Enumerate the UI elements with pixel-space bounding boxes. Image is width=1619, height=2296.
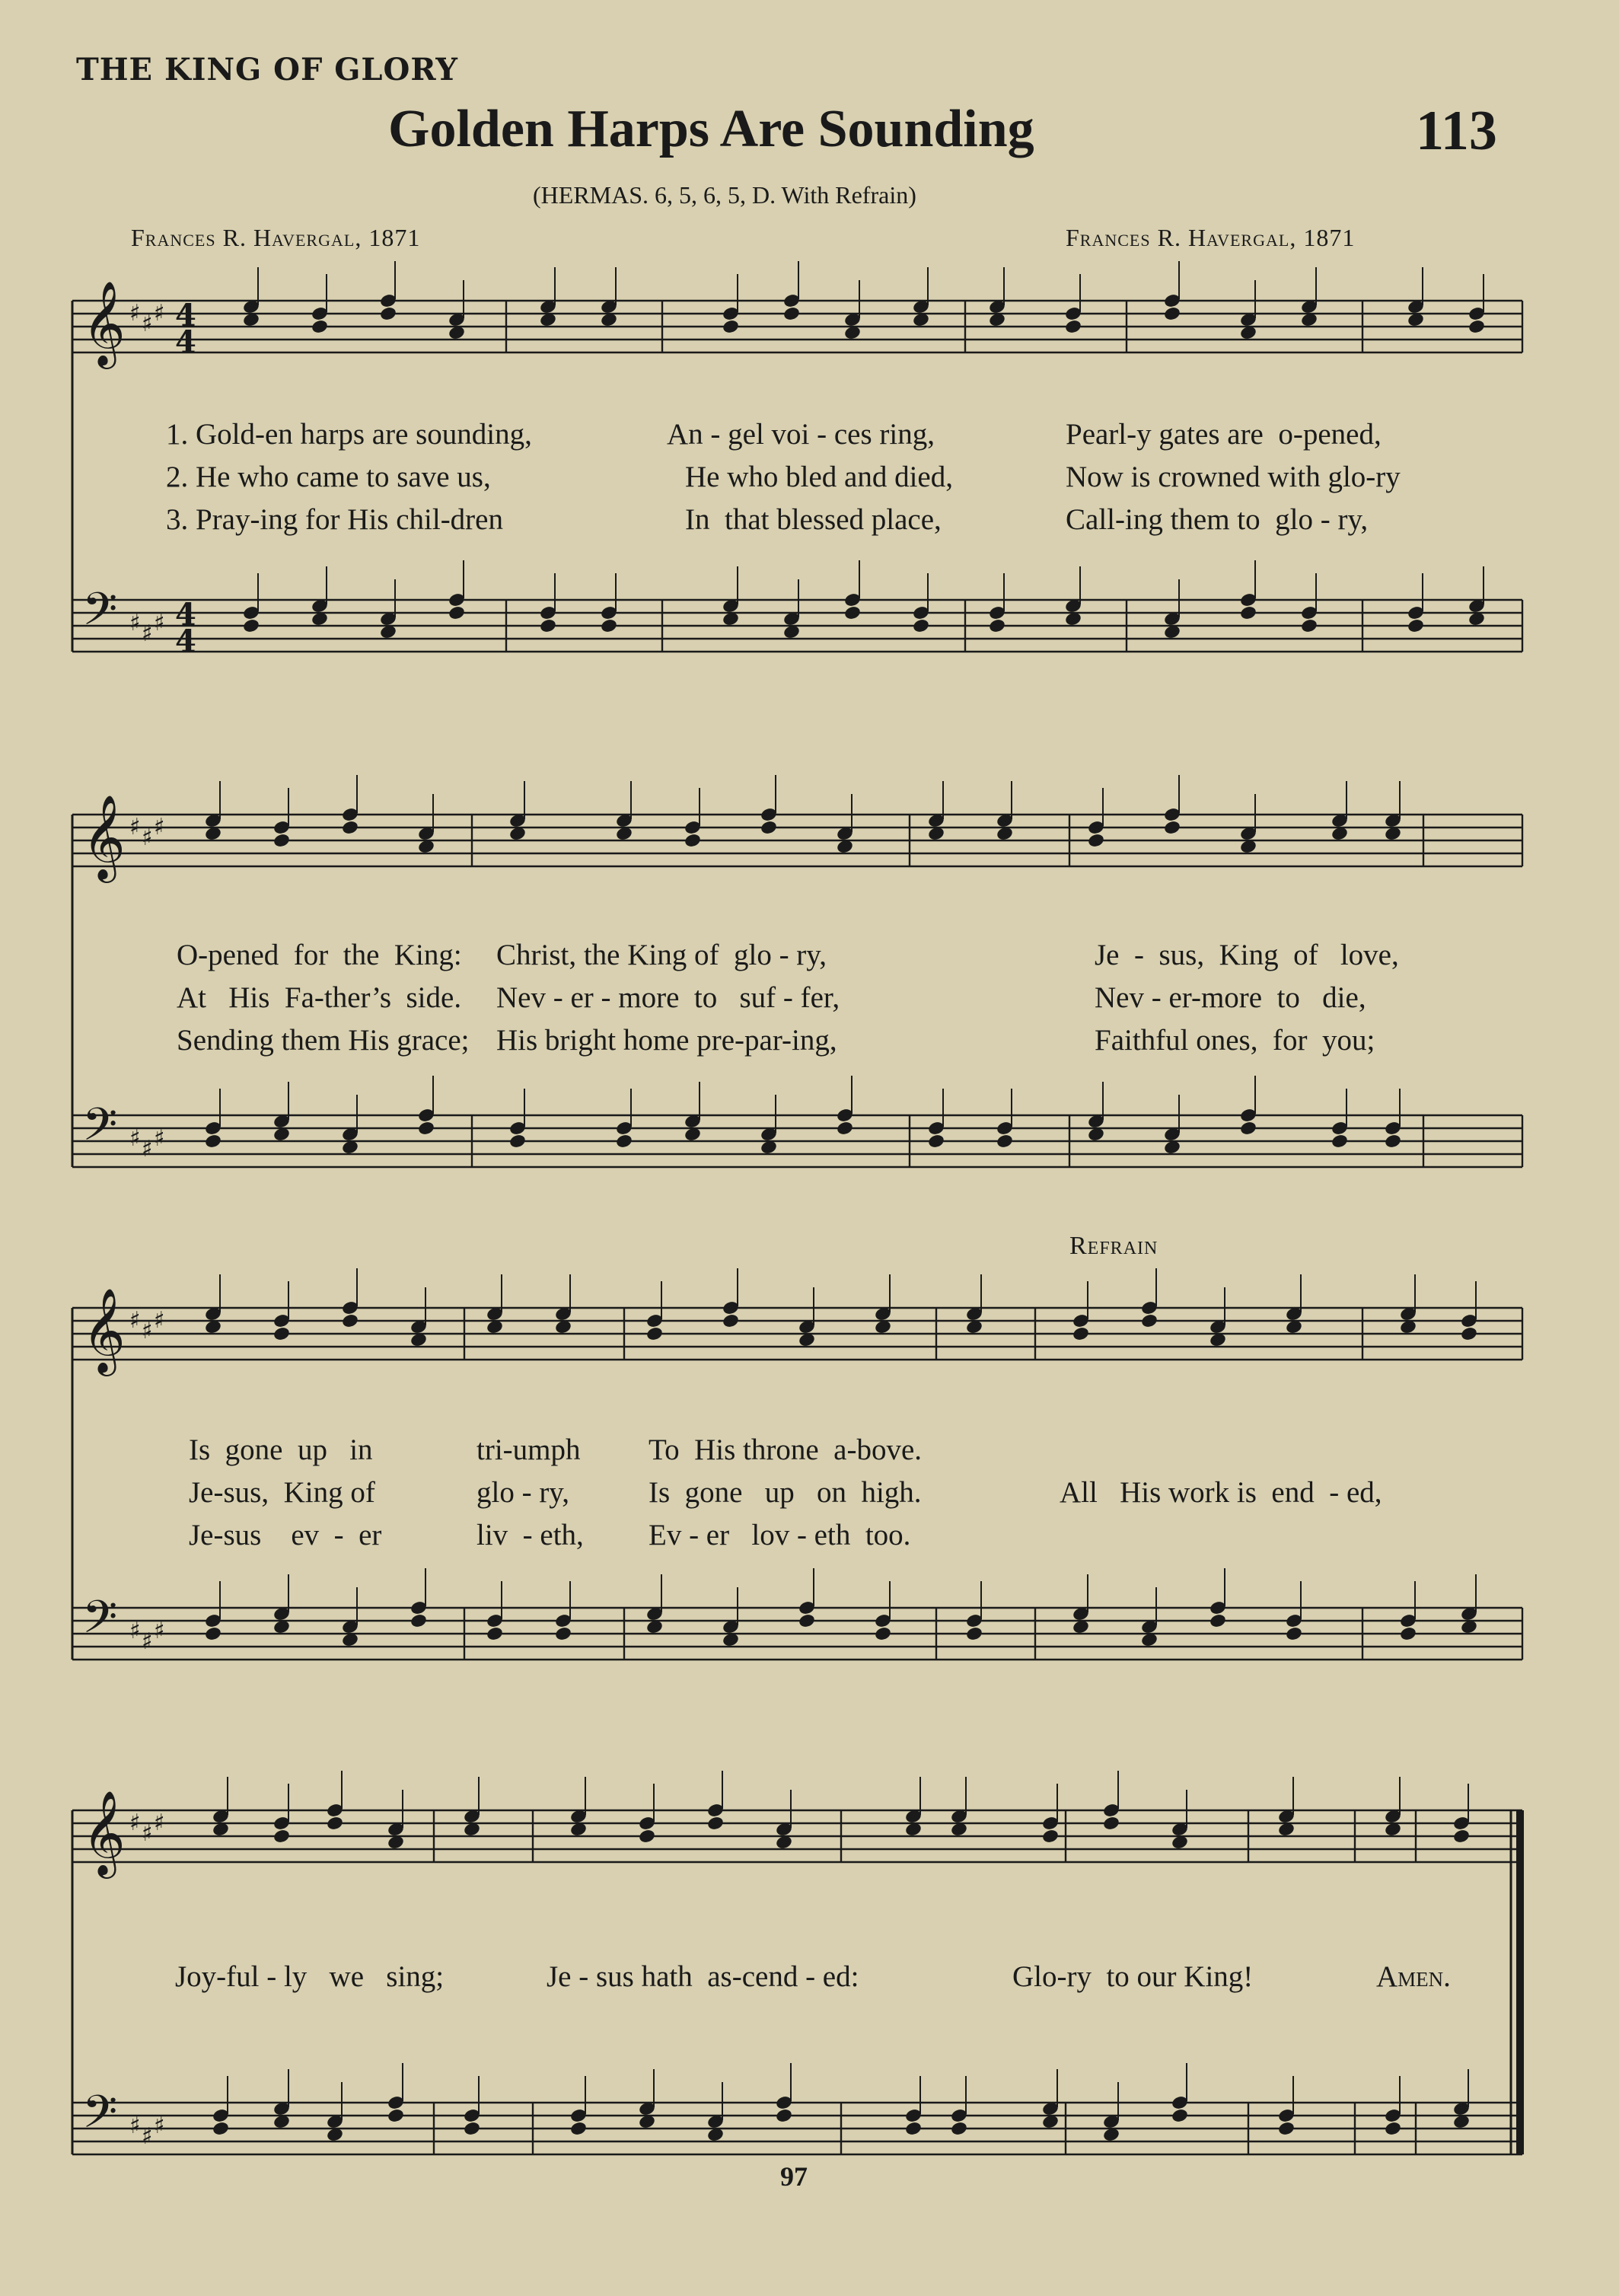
lyric-s4-c: Glo-ry to our King! [1012, 1960, 1254, 1993]
system1-treble-sharp: ♯ [154, 300, 165, 327]
system2-bass-sharp: ♯ [154, 1125, 165, 1152]
system4-treble-sharp: ♯ [154, 1810, 165, 1836]
system3-treble-sharp: ♯ [142, 1318, 153, 1344]
system4-bass-note [1171, 2108, 1189, 2124]
system2-bass-note [508, 1134, 527, 1150]
system4-bass-sharp: ♯ [129, 2113, 141, 2139]
lyric-s3-v2-c: Is gone up on high. [649, 1476, 922, 1509]
system2-bass-note [417, 1121, 435, 1137]
system3-treble-clef: 𝄞 [82, 1287, 126, 1373]
system4-bass-note [387, 2108, 405, 2124]
system2-treble-clef: 𝄞 [82, 794, 126, 879]
system3-bass-note [874, 1626, 892, 1642]
system3-bass-note [1209, 1613, 1227, 1629]
system3-bass-sharp: ♯ [142, 1628, 153, 1655]
system2-bass-sharp: ♯ [142, 1136, 153, 1162]
system4-bass-clef: 𝄢 [82, 2085, 118, 2149]
system3-bass-note [410, 1613, 428, 1629]
system4-treble-sharp: ♯ [142, 1820, 153, 1847]
words-credit: Frances R. Havergal, 1871 [131, 224, 421, 251]
lyric-s3-v2-b: glo - ry, [476, 1476, 570, 1509]
lyric-s2-v1-c: Je - sus, King of love, [1095, 939, 1399, 971]
system4-bass-note [775, 2108, 793, 2124]
lyric-s3-v2-d: All His work is end - ed, [1060, 1476, 1382, 1509]
lyric-s3-v1-c: To His throne a-bove. [649, 1433, 923, 1466]
system1-bass-sharp: ♯ [142, 620, 153, 647]
system1-treble-note [1163, 306, 1181, 322]
refrain-label: Refrain [1069, 1232, 1158, 1260]
system2-bass-note [1384, 1134, 1402, 1150]
music-credit: Frances R. Havergal, 1871 [1066, 224, 1356, 251]
lyric-s2-v2-a: At His Fa-ther’s side. [177, 981, 462, 1014]
system2-treble-note [272, 833, 291, 849]
lyric-s3-v3-a: Je-sus ev - er [189, 1519, 382, 1551]
lyric-s2-v2-c: Nev - er-more to die, [1095, 981, 1366, 1014]
system3-treble-sharp: ♯ [154, 1307, 165, 1334]
time-signature-bass-top: 4 [175, 597, 196, 633]
lyric-s1-v1-a: 1. Gold-en harps are sounding, [166, 418, 532, 451]
system4-treble-note [1452, 1829, 1471, 1845]
lyric-s2-v1-a: O-pened for the King: [177, 939, 462, 971]
system2-treble-note [1163, 820, 1181, 836]
system1-bass-note [1407, 618, 1425, 634]
system4-bass-note [212, 2121, 230, 2137]
system3-treble-note [341, 1313, 359, 1329]
system4-treble-note [1041, 1829, 1060, 1845]
lyric-s2-v2-b: Nev - er - more to suf - fer, [496, 981, 840, 1014]
lyric-s3-v3-c: Ev - er lov - eth too. [649, 1519, 911, 1551]
system1-treble-note [722, 319, 740, 335]
system1-bass-note [448, 605, 466, 621]
lyric-s1-v2-b: He who bled and died, [685, 461, 953, 493]
system1-bass-note [600, 618, 618, 634]
system2-treble-sharp: ♯ [142, 824, 153, 851]
lyric-s1-v2-a: 2. He who came to save us, [166, 461, 491, 493]
lyric-s4-b: Je - sus hath as-cend - ed: [547, 1960, 859, 1993]
system4-bass-sharp: ♯ [154, 2113, 165, 2139]
system3-bass-note [1285, 1626, 1303, 1642]
system1-bass-note [539, 618, 557, 634]
lyric-s2-v3-b: His bright home pre-par-ing, [496, 1024, 837, 1057]
system2-treble-sharp: ♯ [154, 814, 165, 840]
system1-bass-note [843, 605, 862, 621]
system2-treble-note [684, 833, 702, 849]
system3-bass-note [798, 1613, 816, 1629]
system4-treble-note [638, 1829, 656, 1845]
amen-label: Amen. [1376, 1960, 1451, 1993]
time-signature-treble-bottom: 4 [175, 324, 196, 360]
system1-bass-note [1300, 618, 1318, 634]
system3-treble-note [722, 1313, 740, 1329]
system3-bass-sharp: ♯ [154, 1618, 165, 1644]
system2-bass-note [927, 1134, 945, 1150]
system2-bass-note [204, 1134, 222, 1150]
system2-bass-sharp: ♯ [129, 1125, 141, 1152]
system1-treble-note [1468, 319, 1486, 335]
system3-bass-note [486, 1626, 504, 1642]
system1-bass-sharp: ♯ [154, 610, 165, 636]
system2-bass-note [836, 1121, 854, 1137]
system4-treble-note [326, 1816, 344, 1832]
lyric-s1-v3-c: Call-ing them to glo - ry, [1066, 503, 1369, 536]
system4-treble-note [272, 1829, 291, 1845]
system3-bass-clef: 𝄢 [82, 1590, 118, 1654]
system4-bass-note [904, 2121, 923, 2137]
system3-bass-sharp: ♯ [129, 1618, 141, 1644]
system1-treble-sharp: ♯ [129, 300, 141, 327]
system3-treble-note [1460, 1326, 1478, 1342]
system4-bass-note [1384, 2121, 1402, 2137]
system4-bass-note [1277, 2121, 1296, 2137]
lyric-s2-v3-c: Faithful ones, for you; [1095, 1024, 1375, 1057]
system4-bass-note [463, 2121, 481, 2137]
system4-bass-note [569, 2121, 588, 2137]
system3-treble-note [1072, 1326, 1090, 1342]
system3-treble-sharp: ♯ [129, 1307, 141, 1334]
system1-bass-clef: 𝄢 [82, 582, 118, 646]
system1-treble-sharp: ♯ [142, 311, 153, 337]
system1-treble-note [311, 319, 329, 335]
system1-treble-note [1064, 319, 1082, 335]
system3-bass-note [554, 1626, 572, 1642]
system2-bass-note [615, 1134, 633, 1150]
lyric-s3-v2-a: Je-sus, King of [189, 1476, 375, 1509]
system3-bass-note [204, 1626, 222, 1642]
page-number: 97 [780, 2161, 808, 2192]
hymn-number: 113 [1416, 100, 1497, 162]
system2-bass-note [996, 1134, 1014, 1150]
lyric-s2-v3-a: Sending them His grace; [177, 1024, 470, 1057]
system2-bass-clef: 𝄢 [82, 1098, 118, 1162]
system3-treble-note [1140, 1313, 1158, 1329]
lyric-s3-v3-b: liv - eth, [476, 1519, 584, 1551]
lyric-s2-v1-b: Christ, the King of glo - ry, [496, 939, 827, 971]
hymn-title: Golden Harps Are Sounding [388, 100, 1034, 158]
lyric-s3-v1-a: Is gone up in [189, 1433, 373, 1466]
system4-treble-clef: 𝄞 [82, 1790, 126, 1875]
lyric-s1-v2-c: Now is crowned with glo-ry [1066, 461, 1401, 493]
system1-bass-sharp: ♯ [129, 610, 141, 636]
system2-treble-sharp: ♯ [129, 814, 141, 840]
system1-bass-note [988, 618, 1006, 634]
system2-bass-note [1239, 1121, 1257, 1137]
system2-treble-note [760, 820, 778, 836]
system1-treble-clef: 𝄞 [82, 280, 126, 365]
lyric-s1-v3-b: In that blessed place, [685, 503, 942, 536]
system1-treble-note [379, 306, 397, 322]
lyric-s3-v1-b: tri-umph [476, 1433, 581, 1466]
system3-treble-note [645, 1326, 664, 1342]
system2-treble-note [1087, 833, 1105, 849]
final-barline-thick [1516, 1810, 1524, 2154]
system4-bass-note [950, 2121, 968, 2137]
system1-bass-note [242, 618, 260, 634]
lyric-s1-v3-a: 3. Pray-ing for His chil-dren [166, 503, 503, 536]
tune-name-meter: (HERMAS. 6, 5, 6, 5, D. With Refrain) [533, 181, 916, 209]
section-title: THE KING OF GLORY [76, 52, 458, 88]
lyric-s1-v1-b: An - gel voi - ces ring, [667, 418, 935, 451]
system3-bass-note [1399, 1626, 1417, 1642]
time-signature-treble-top: 4 [175, 298, 196, 333]
system3-treble-note [272, 1326, 291, 1342]
system4-treble-sharp: ♯ [129, 1810, 141, 1836]
system3-bass-note [965, 1626, 983, 1642]
system4-treble-note [1102, 1816, 1120, 1832]
system1-bass-note [912, 618, 930, 634]
system1-treble-note [782, 306, 801, 322]
time-signature-bass-bottom: 4 [175, 623, 196, 659]
system4-treble-note [706, 1816, 725, 1832]
lyric-s4-a: Joy-ful - ly we sing; [175, 1960, 445, 1993]
system1-bass-note [1239, 605, 1257, 621]
system2-treble-note [341, 820, 359, 836]
lyric-s1-v1-c: Pearl-y gates are o-pened, [1066, 418, 1382, 451]
system4-bass-sharp: ♯ [142, 2123, 153, 2150]
system2-bass-note [1331, 1134, 1349, 1150]
